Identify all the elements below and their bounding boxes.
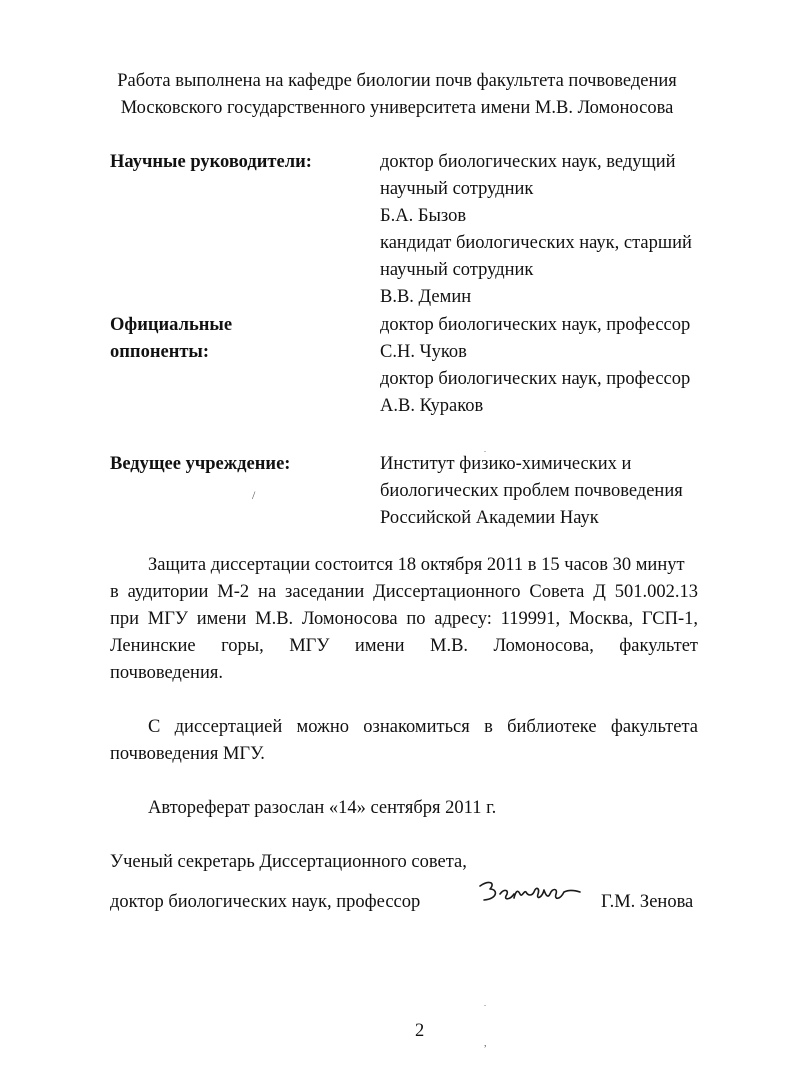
opponent-line: доктор биологических наук, профессор (380, 369, 691, 389)
opponent-line: доктор биологических наук, профессор (380, 315, 691, 335)
opponent-name: А.В. Кураков (380, 396, 484, 416)
sent-date: Автореферат разослан «14» сентября 2011 г. (148, 798, 497, 818)
library-line-2: почвоведения МГУ. (110, 744, 265, 764)
defense-line-3: при МГУ имени М.В. Ломоносова по адресу: 119991, Москва, ГСП-1, (110, 609, 698, 629)
supervisor-name: В.В. Демин (380, 287, 472, 307)
library-line-1: С диссертацией можно ознакомиться в библиотеке факультета (148, 717, 698, 737)
opponent-name: С.Н. Чуков (380, 342, 467, 362)
secretary-title: Ученый секретарь Диссертационного совета, (110, 852, 467, 872)
supervisor-line: научный сотрудник (380, 260, 534, 280)
scan-mark: , (484, 1038, 487, 1049)
header-line-1: Работа выполнена на кафедре биологии почв факультета почвоведения (117, 71, 677, 91)
lead-org-line: Институт физико-химических и (380, 454, 632, 474)
scan-mark: . (484, 445, 486, 454)
opponents-label-line-2: оппоненты: (110, 342, 210, 362)
supervisor-line: научный сотрудник (380, 179, 534, 199)
page-number: 2 (415, 1021, 425, 1041)
lead-org-line: Российской Академии Наук (380, 508, 599, 528)
defense-line-2: в аудитории М-2 на заседании Диссертационного Совета Д 501.002.13 (110, 582, 698, 602)
supervisors-label: Научные руководители: (110, 152, 312, 172)
lead-org-label: Ведущее учреждение: (110, 454, 291, 474)
defense-line-5: почвоведения. (110, 663, 223, 683)
header-line-2: Московского государственного университета имени М.В. Ломоносова (120, 98, 674, 118)
defense-line-1: Защита диссертации состоится 18 октября 2011 в 15 часов 30 минут (148, 555, 685, 575)
opponents-label-line-1: Официальные (110, 315, 233, 335)
secretary-name: Г.М. Зенова (601, 892, 694, 912)
lead-org-line: биологических проблем почвоведения (380, 481, 683, 501)
defense-line-4: Ленинские горы, МГУ имени М.В. Ломоносова, факультет (110, 636, 698, 656)
secretary-degree: доктор биологических наук, профессор (110, 892, 421, 912)
signature (474, 872, 584, 912)
supervisor-line: доктор биологических наук, ведущий (380, 152, 676, 172)
scan-mark: . (484, 999, 486, 1008)
supervisor-line: кандидат биологических наук, старший (380, 233, 692, 253)
supervisor-name: Б.А. Бызов (380, 206, 467, 226)
scan-mark: / (252, 488, 256, 502)
